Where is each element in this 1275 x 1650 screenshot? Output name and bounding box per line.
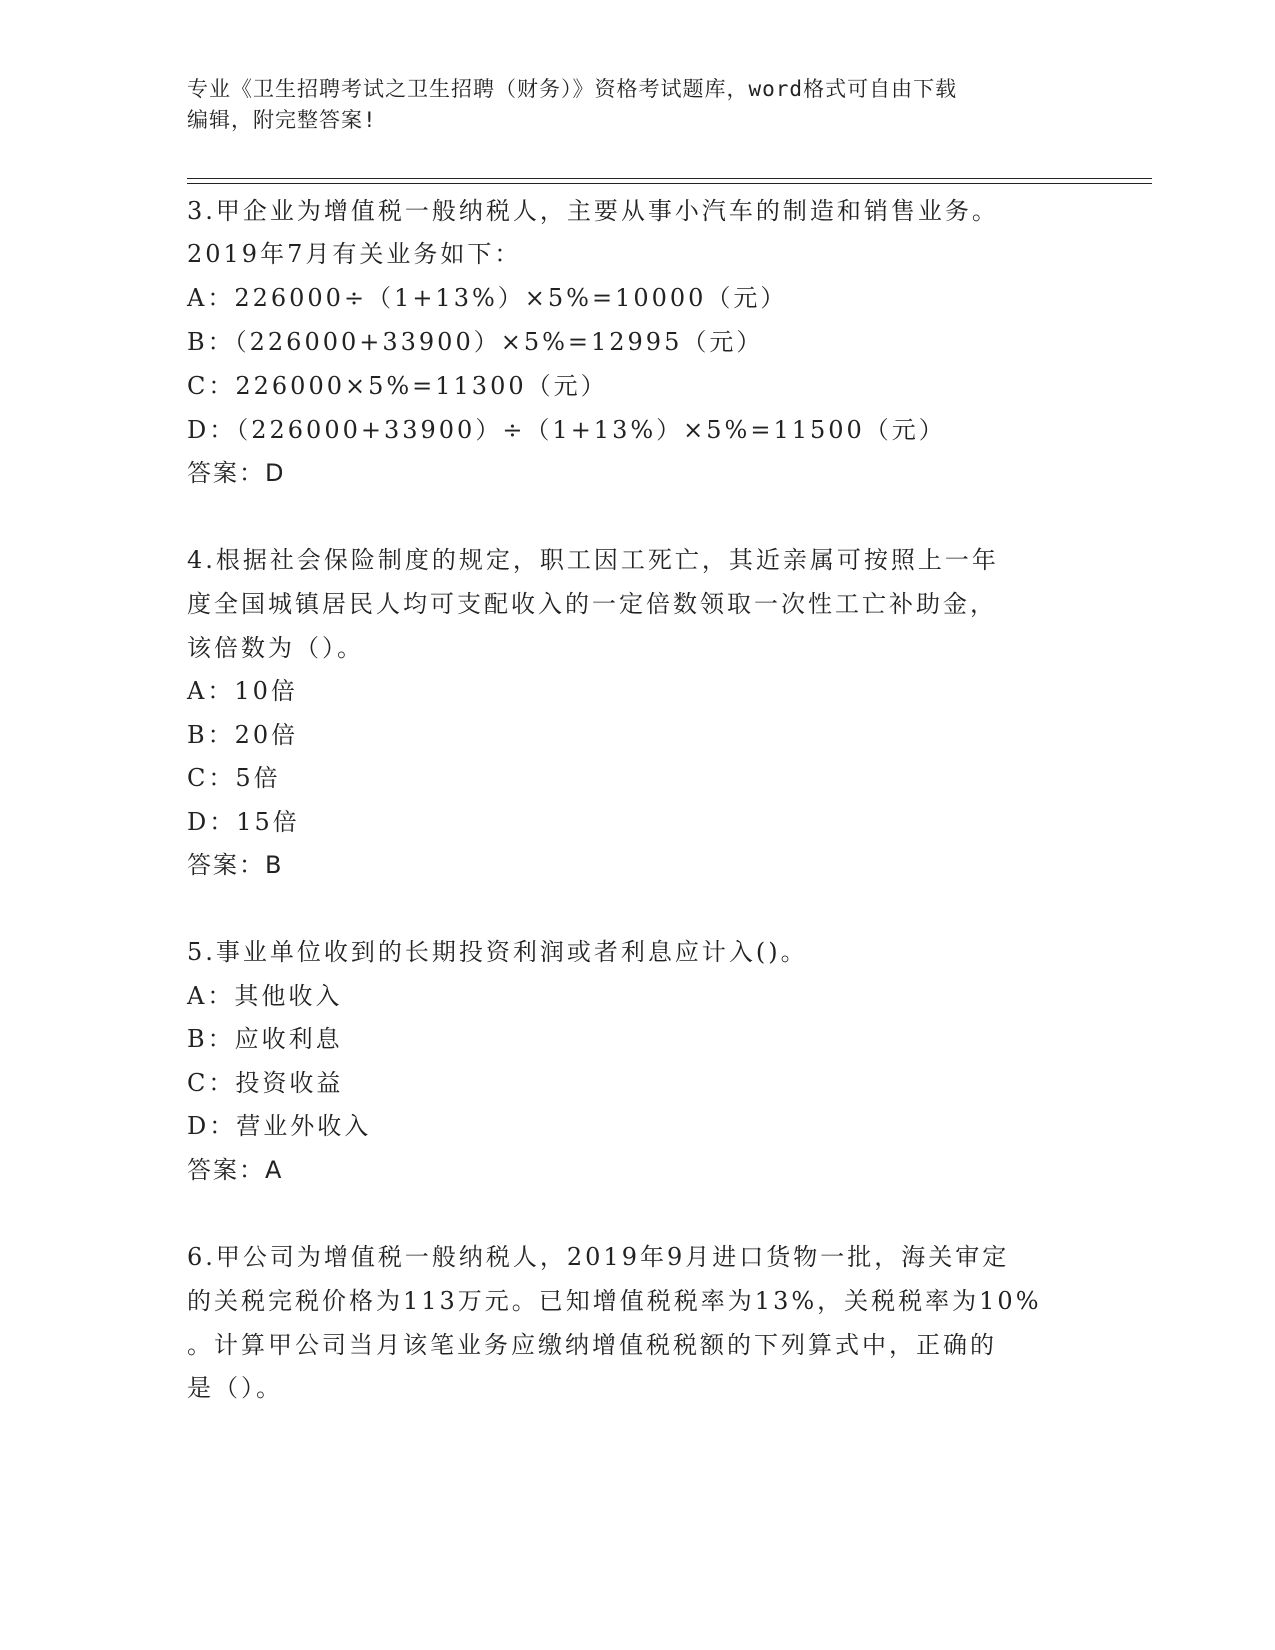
question-3-option-b: B：（226000+33900）×5%=12995（元） [187, 328, 764, 356]
question-4-option-d: D：15倍 [187, 808, 300, 836]
question-5-option-b: B：应收利息 [187, 1025, 343, 1053]
question-3-option-d: D：（226000+33900）÷（1+13%）×5%=11500（元） [187, 416, 946, 444]
question-6-line-4: 是（）。 [187, 1374, 283, 1402]
question-4-option-b: B：20倍 [187, 721, 299, 749]
question-4-option-a: A：10倍 [187, 677, 298, 705]
question-3-line-1: 3.甲企业为增值税一般纳税人，主要从事小汽车的制造和销售业务。 [187, 197, 999, 225]
question-4-line-2: 度全国城镇居民人均可支配收入的一定倍数领取一次性工亡补助金， [187, 590, 997, 618]
question-5-option-d: D：营业外收入 [187, 1112, 372, 1140]
question-5-option-c: C：投资收益 [187, 1069, 344, 1097]
header-divider-bottom [187, 183, 1152, 184]
header-divider-top [187, 178, 1152, 179]
question-5-line-1: 5.事业单位收到的长期投资利润或者利息应计入()。 [187, 938, 808, 966]
question-6-line-3: 。计算甲公司当月该笔业务应缴纳增值税税额的下列算式中，正确的 [187, 1331, 997, 1359]
question-5-option-a: A：其他收入 [187, 982, 343, 1010]
question-3-option-c: C：226000×5%=11300（元） [187, 372, 608, 400]
question-4-line-3: 该倍数为（）。 [187, 634, 364, 662]
question-6-line-1: 6.甲公司为增值税一般纳税人，2019年9月进口货物一批，海关审定 [187, 1243, 1010, 1271]
question-3-option-a: A：226000÷（1+13%）×5%=10000（元） [187, 284, 788, 312]
question-4-line-1: 4.根据社会保险制度的规定，职工因工死亡，其近亲属可按照上一年 [187, 546, 999, 574]
header-line-2: 编辑，附完整答案! [187, 108, 377, 132]
question-3-line-2: 2019年7月有关业务如下： [187, 240, 522, 268]
question-4-answer: 答案：B [187, 851, 284, 879]
document-header [187, 74, 1077, 136]
question-5-answer: 答案：A [187, 1156, 284, 1184]
header-line-1: 专业《卫生招聘考试之卫生招聘（财务）》资格考试题库，word格式可自由下载 [187, 77, 958, 101]
question-3-answer: 答案：D [187, 459, 286, 487]
question-6-line-2: 的关税完税价格为113万元。已知增值税税率为13%，关税税率为10% [187, 1287, 1042, 1315]
question-4-option-c: C：5倍 [187, 764, 281, 792]
